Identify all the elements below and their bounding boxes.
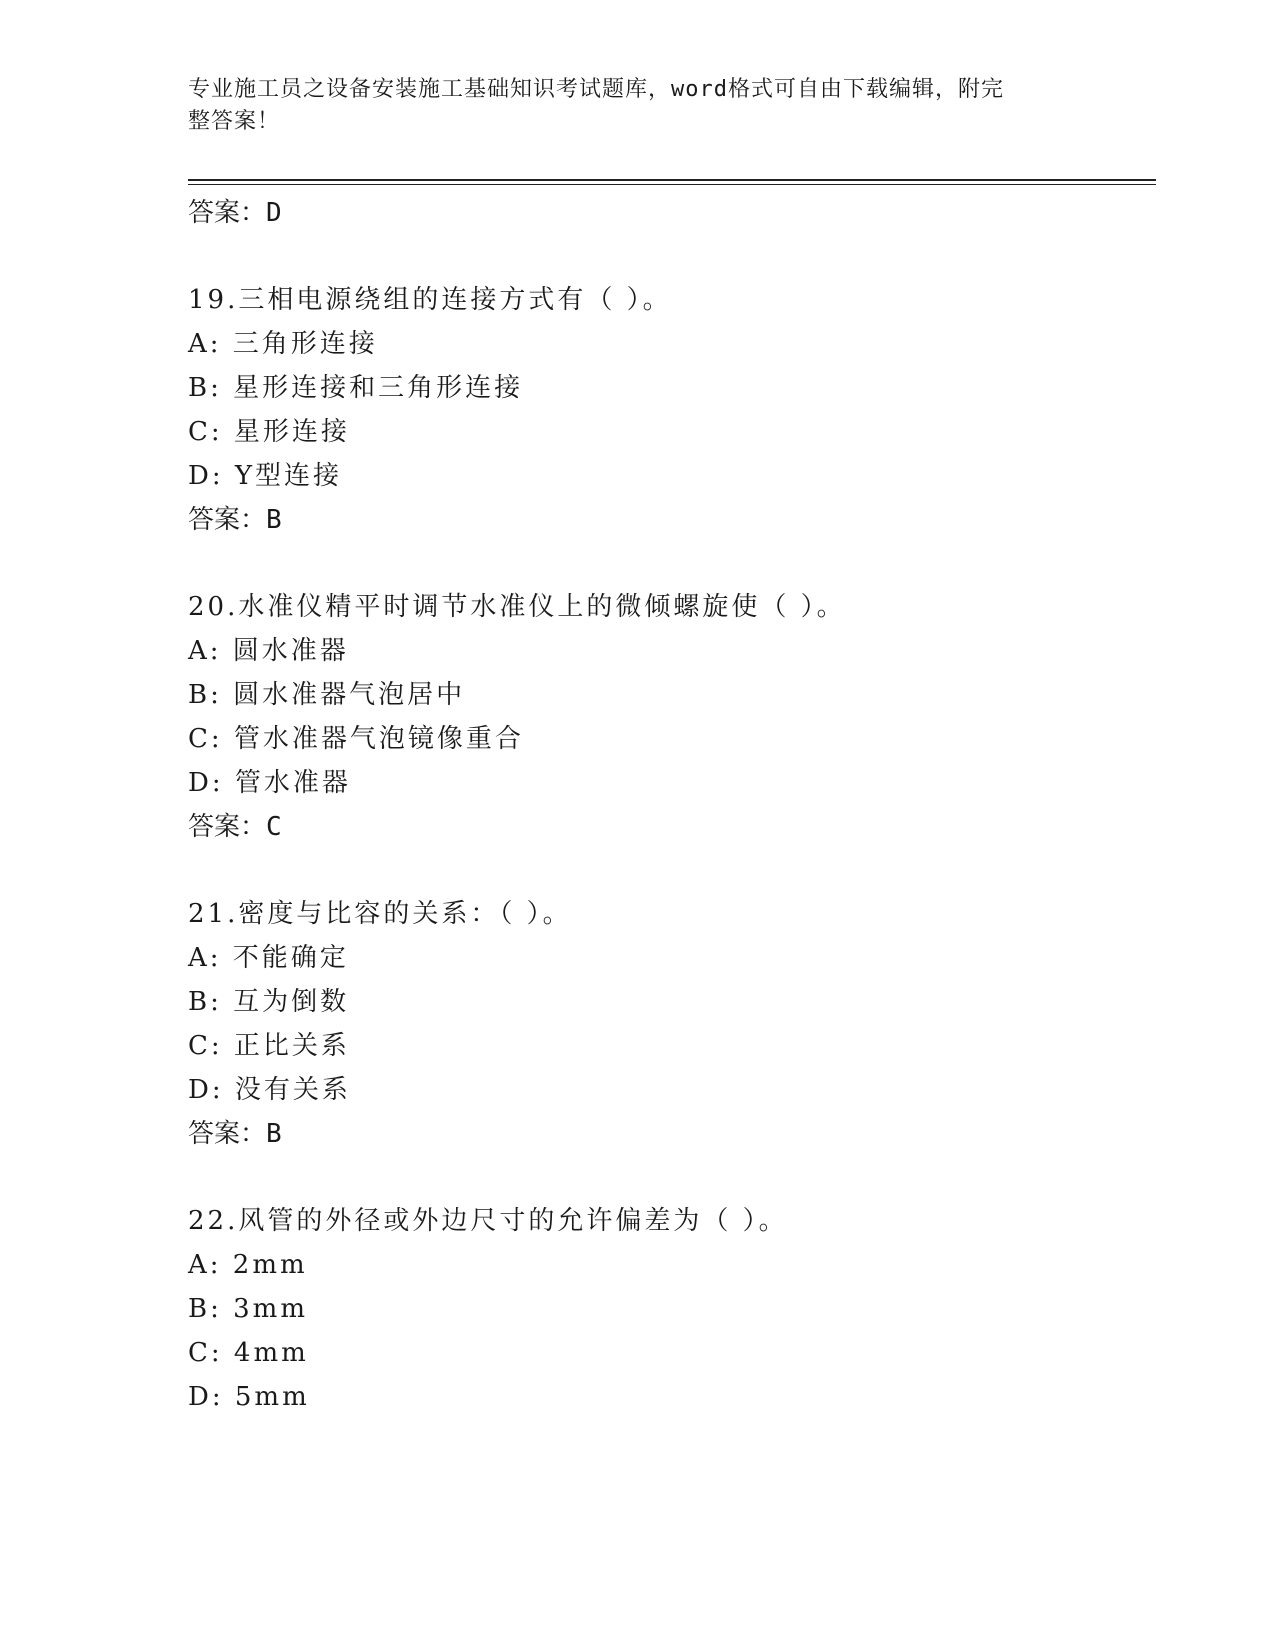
question-21-answer: 答案：B xyxy=(188,1119,282,1149)
question-21-option-c: C: 正比关系 xyxy=(188,1031,350,1061)
header-line-1: 专业施工员之设备安装施工基础知识考试题库，word格式可自由下载编辑，附完 xyxy=(188,77,1004,102)
header-line-2: 整答案！ xyxy=(188,109,281,134)
question-20-option-c: C: 管水准器气泡镜像重合 xyxy=(188,724,524,754)
header-divider-thin xyxy=(188,184,1156,185)
question-20-option-b: B: 圆水准器气泡居中 xyxy=(188,680,466,710)
question-22-option-a: A: 2mm xyxy=(188,1250,308,1280)
question-21-option-a: A: 不能确定 xyxy=(188,943,349,973)
question-19-option-c: C: 星形连接 xyxy=(188,417,350,447)
question-19-stem: 19.三相电源绕组的连接方式有（ ）。 xyxy=(188,285,672,315)
question-21-option-d: D: 没有关系 xyxy=(188,1075,351,1105)
question-21-stem: 21.密度与比容的关系：（ ）。 xyxy=(188,899,572,929)
question-19-option-b: B: 星形连接和三角形连接 xyxy=(188,373,524,403)
header-divider-thick xyxy=(188,179,1156,181)
question-22-option-d: D: 5mm xyxy=(188,1382,310,1412)
question-21-option-b: B: 互为倒数 xyxy=(188,987,350,1017)
question-19-option-a: A: 三角形连接 xyxy=(188,329,378,359)
question-20-option-d: D: 管水准器 xyxy=(188,768,351,798)
question-19-answer: 答案：B xyxy=(188,505,282,535)
question-19-option-d: D: Y型连接 xyxy=(188,461,343,491)
question-22-stem: 22.风管的外径或外边尺寸的允许偏差为（ ）。 xyxy=(188,1206,788,1236)
question-20-option-a: A: 圆水准器 xyxy=(188,636,349,666)
question-22-option-b: B: 3mm xyxy=(188,1294,308,1324)
question-22-option-c: C: 4mm xyxy=(188,1338,309,1368)
question-20-stem: 20.水准仪精平时调节水准仪上的微倾螺旋使（ ）。 xyxy=(188,592,846,622)
question-20-answer: 答案：C xyxy=(188,812,282,842)
document-header xyxy=(188,74,1068,138)
previous-answer: 答案：D xyxy=(188,198,282,228)
